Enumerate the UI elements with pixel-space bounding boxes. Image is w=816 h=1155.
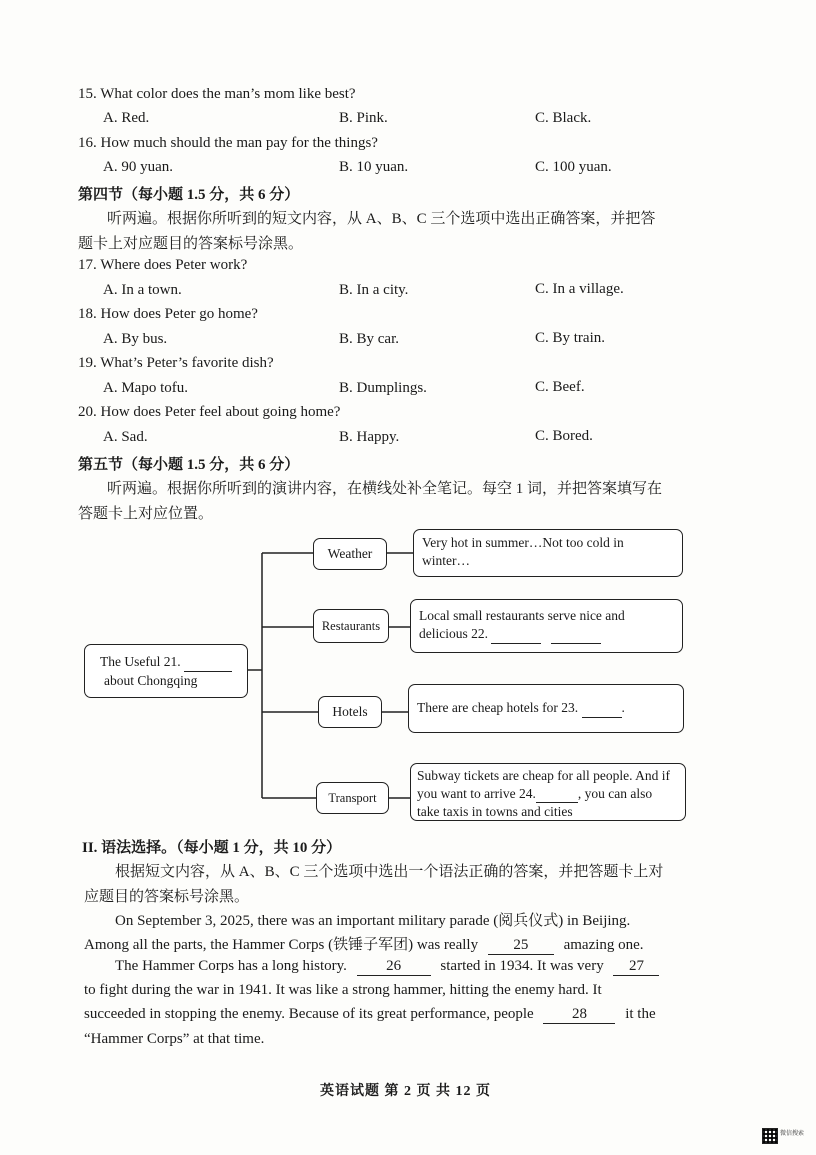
note-hotels-line-1: There are cheap hotels for 23.: [417, 700, 579, 715]
mindmap-root-box: [84, 644, 248, 698]
blank-28: 28: [543, 1006, 615, 1024]
watermark-text: 微信搜索: [780, 1131, 805, 1137]
question-20: 20. How does Peter feel about going home?: [78, 404, 341, 420]
passage-line-3-b: started in 1934. It was very: [440, 958, 604, 974]
option-17-a: A. In a town.: [103, 282, 182, 298]
section-4-title: 第四节（每小题 1.5 分，共 6 分）: [78, 187, 300, 203]
note-transport: [410, 763, 686, 821]
note-restaurants-line-2: delicious 22.: [419, 626, 488, 641]
category-transport: Transport: [316, 782, 389, 814]
category-restaurants: Restaurants: [313, 609, 389, 643]
root-line-2: about Chongqing: [104, 673, 198, 688]
section-4-instruction-2: 题卡上对应题目的答案标号涂黑。: [78, 236, 304, 252]
blank-25: 25: [488, 937, 554, 955]
option-20-a: A. Sad.: [103, 429, 148, 445]
option-17-c: C. In a village.: [535, 281, 624, 297]
passage-line-5-a: succeeded in stopping the enemy. Because of its great performance, people: [84, 1006, 534, 1022]
grammar-instruction-1: 根据短文内容，从 A、B、C 三个选项中选出一个语法正确的答案，并把答题卡上对: [115, 864, 664, 880]
passage-line-3: [115, 958, 659, 976]
qr-code-icon: [762, 1128, 778, 1144]
note-restaurants: [410, 599, 683, 653]
blank-26: 26: [357, 958, 431, 976]
blank-22a: [491, 625, 541, 644]
section-4-instruction-1: 听两遍。根据你所听到的短文内容，从 A、B、C 三个选项中选出正确答案，并把答: [107, 211, 656, 227]
note-transport-line-2b: , you can also: [577, 785, 653, 801]
option-18-c: C. By train.: [535, 330, 605, 346]
option-18-a: A. By bus.: [103, 331, 168, 347]
passage-line-3-a: The Hammer Corps has a long history.: [115, 958, 347, 974]
page-footer: 英语试题 第 2 页 共 12 页: [320, 1084, 491, 1099]
option-16-a: A. 90 yuan.: [103, 159, 173, 175]
option-15-b: B. Pink.: [339, 110, 388, 126]
option-15-a: A. Red.: [103, 110, 150, 126]
passage-line-2-b: amazing one.: [563, 937, 644, 953]
question-16: 16. How much should the man pay for the things?: [78, 135, 378, 151]
question-15: 15. What color does the man’s mom like best?: [78, 86, 356, 102]
section-5-title: 第五节（每小题 1.5 分，共 6 分）: [78, 457, 300, 473]
option-19-c: C. Beef.: [535, 379, 585, 395]
question-18: 18. How does Peter go home?: [78, 306, 258, 322]
note-weather-line-1: Very hot in summer…Not too cold in: [422, 535, 624, 550]
blank-21: [184, 653, 232, 672]
passage-line-2-a: Among all the parts, the Hammer Corps (铁锤子军团) was really: [84, 937, 479, 953]
passage-line-5: [84, 1006, 656, 1024]
passage-line-5-b: it the: [625, 1006, 656, 1022]
option-19-a: A. Mapo tofu.: [103, 380, 188, 396]
option-20-c: C. Bored.: [535, 428, 593, 444]
passage-line-6: “Hammer Corps” at that time.: [84, 1031, 265, 1047]
root-line-1: The Useful 21.: [100, 654, 181, 669]
option-18-b: B. By car.: [339, 331, 399, 347]
option-16-c: C. 100 yuan.: [535, 159, 612, 175]
option-15-c: C. Black.: [535, 110, 592, 126]
passage-line-4: to fight during the war in 1941. It was like a strong hammer, hitting the enemy hard. It: [84, 982, 602, 998]
note-restaurants-line-1: Local small restaurants serve nice and: [419, 608, 625, 623]
option-16-b: B. 10 yuan.: [339, 159, 409, 175]
grammar-title: II. 语法选择。（每小题 1 分，共 10 分）: [82, 840, 342, 856]
category-hotels: Hotels: [318, 696, 382, 728]
section-5-instruction-1: 听两遍。根据你所听到的演讲内容，在横线处补全笔记。每空 1 词，并把答案填写在: [107, 481, 663, 497]
blank-23: [582, 699, 622, 718]
note-transport-line-1: Subway tickets are cheap for all people. And if: [417, 768, 671, 783]
section-5-instruction-2: 答题卡上对应位置。: [78, 506, 214, 522]
note-weather-line-2: winter…: [422, 553, 470, 568]
blank-27: 27: [613, 958, 659, 976]
option-17-b: B. In a city.: [339, 282, 409, 298]
passage-line-1: On September 3, 2025, there was an important military parade (阅兵仪式) in Beijing.: [115, 913, 631, 929]
option-20-b: B. Happy.: [339, 429, 400, 445]
blank-22b: [551, 625, 601, 644]
grammar-instruction-2: 应题目的答案标号涂黑。: [84, 889, 250, 905]
note-transport-line-2a: you want to arrive 24.: [417, 785, 536, 801]
note-hotels: There are cheap hotels for 23. .: [408, 684, 684, 733]
passage-line-2: [84, 933, 644, 955]
category-weather: Weather: [313, 538, 387, 570]
question-17: 17. Where does Peter work?: [78, 257, 248, 273]
option-19-b: B. Dumplings.: [339, 380, 427, 396]
note-transport-line-3: take taxis in towns and cities: [417, 804, 573, 819]
question-19: 19. What’s Peter’s favorite dish?: [78, 355, 274, 371]
note-weather: [413, 529, 683, 577]
blank-24: [536, 785, 578, 804]
